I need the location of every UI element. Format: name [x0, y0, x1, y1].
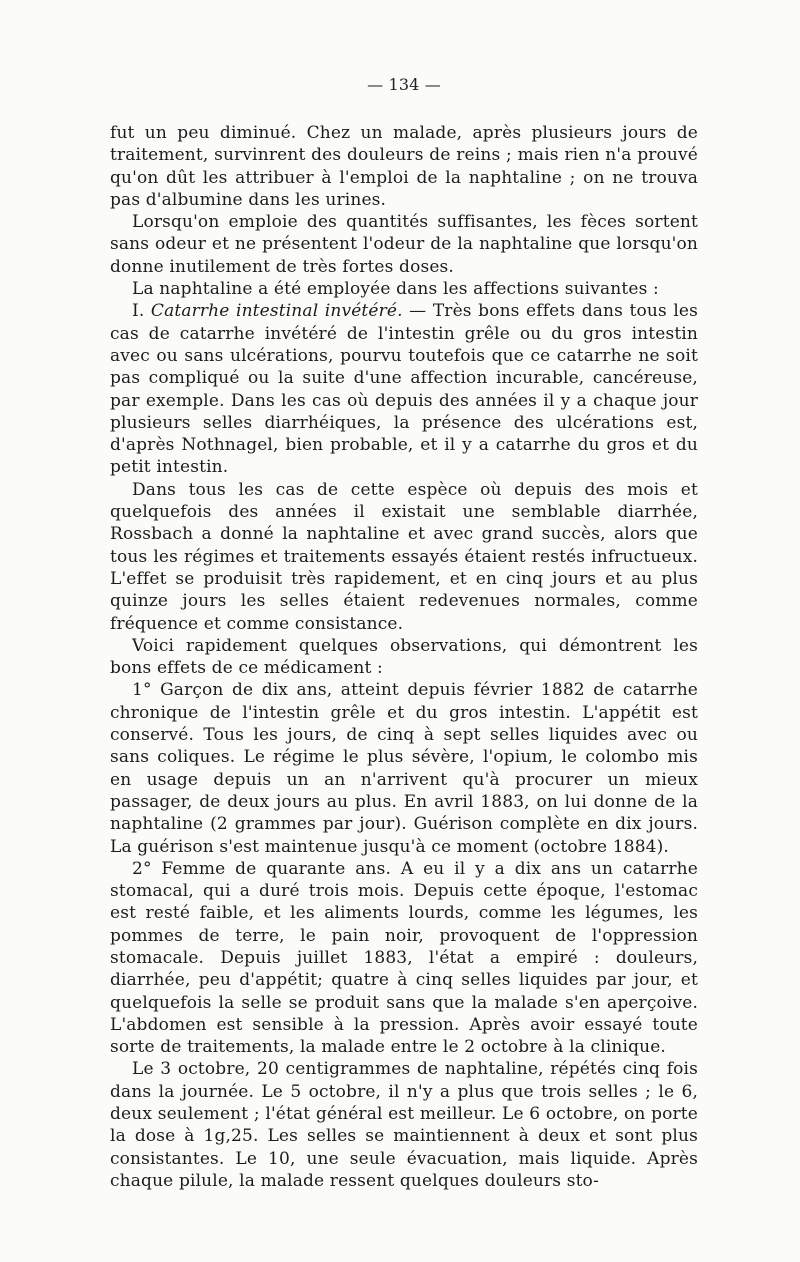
paragraph: Le 3 octobre, 20 centigrammes de naphtaline, répétés cinq fois dans la journée. Le 5 octobre, il n'y a plus que trois selles ; le 6, deux seulement ; l'état général est meilleur. Le 6 octobre, on porte la dose à 1g,25. Les selles se maintiennent à deux et sont plus consistantes. Le 10, une seule évacuation, mais liquide. Après chaque pilule, la malade ressent quelques douleurs sto- — [110, 1059, 698, 1191]
section-number: I. — [132, 301, 151, 322]
paragraph — [110, 300, 698, 478]
document-page — [110, 75, 698, 1192]
paragraph: 1° Garçon de dix ans, atteint depuis février 1882 de catarrhe chronique de l'intestin grêle et du gros intestin. L'appétit est conservé. Tous les jours, de cinq à sept selles liquides avec ou sans coliques. Le régime le plus sévère, l'opium, le colombo mis en usage depuis un an n'arrivent qu'à procurer un mieux passager, de deux jours au plus. En avril 1883, on lui donne de la naphtaline (2 grammes par jour). Guérison complète en dix jours. La guérison s'est maintenue jusqu'à ce moment (octobre 1884). — [110, 680, 698, 857]
paragraph: Voici rapidement quelques observations, qui démontrent les bons effets de ce médicament : — [110, 635, 698, 679]
paragraph: Lorsqu'on emploie des quantités suffisantes, les fèces sortent sans odeur et ne présentent l'odeur de la naphtaline que lorsqu'on donne inutilement de très fortes doses. — [110, 212, 698, 277]
paragraph: 2° Femme de quarante ans. A eu il y a dix ans un catarrhe stomacal, qui a duré trois mois. Depuis cette époque, l'estomac est resté faible, et les aliments lourds, comme les légumes, les pommes de terre, le pain noir, provoquent de l'oppression stomacale. Depuis juillet 1883, l'état a empiré : douleurs, diarrhée, peu d'appétit; quatre à cinq selles liquides par jour, et quelquefois la selle se produit sans que la malade s'en aperçoive. L'abdomen est sensible à la pression. Après avoir essayé toute sorte de traitements, la malade entre le 2 octobre à la clinique. — [110, 858, 698, 1058]
section-text: — Très bons effets dans tous les cas de catarrhe invétéré de l'intestin grêle ou du gros intestin avec ou sans ulcérations, pourvu toutefois que ce catarrhe ne soit pas compliqué ou la suite d'une affection incurable, cancéreuse, par exemple. Dans les cas où depuis des années il y a chaque jour plusieurs selles diarrhéiques, la présence des ulcérations est, d'après Nothnagel, bien probable, et il y a catarrhe du gros et du petit intestin. — [110, 301, 698, 478]
page-number: — 134 — — [367, 75, 441, 94]
paragraph: Dans tous les cas de cette espèce où depuis des mois et quelquefois des années il existait une semblable diarrhée, Rossbach a donné la naphtaline et avec grand succès, alors que tous les régimes et traitements essayés étaient restés infructueux. L'effet se produisit très rapidement, et en cinq jours et au plus quinze jours les selles étaient redevenues normales, comme fréquence et comme consistance. — [110, 479, 698, 634]
paragraph: La naphtaline a été employée dans les affections suivantes : — [132, 279, 659, 300]
paragraph: fut un peu diminué. Chez un malade, après plusieurs jours de traitement, survinrent des douleurs de reins ; mais rien n'a prouvé qu'on dût les attribuer à l'emploi de la naphtaline ; on ne trouva pas d'albumine dans les urines. — [110, 123, 698, 210]
section-heading: Catarrhe intestinal invétéré. — [150, 301, 403, 322]
